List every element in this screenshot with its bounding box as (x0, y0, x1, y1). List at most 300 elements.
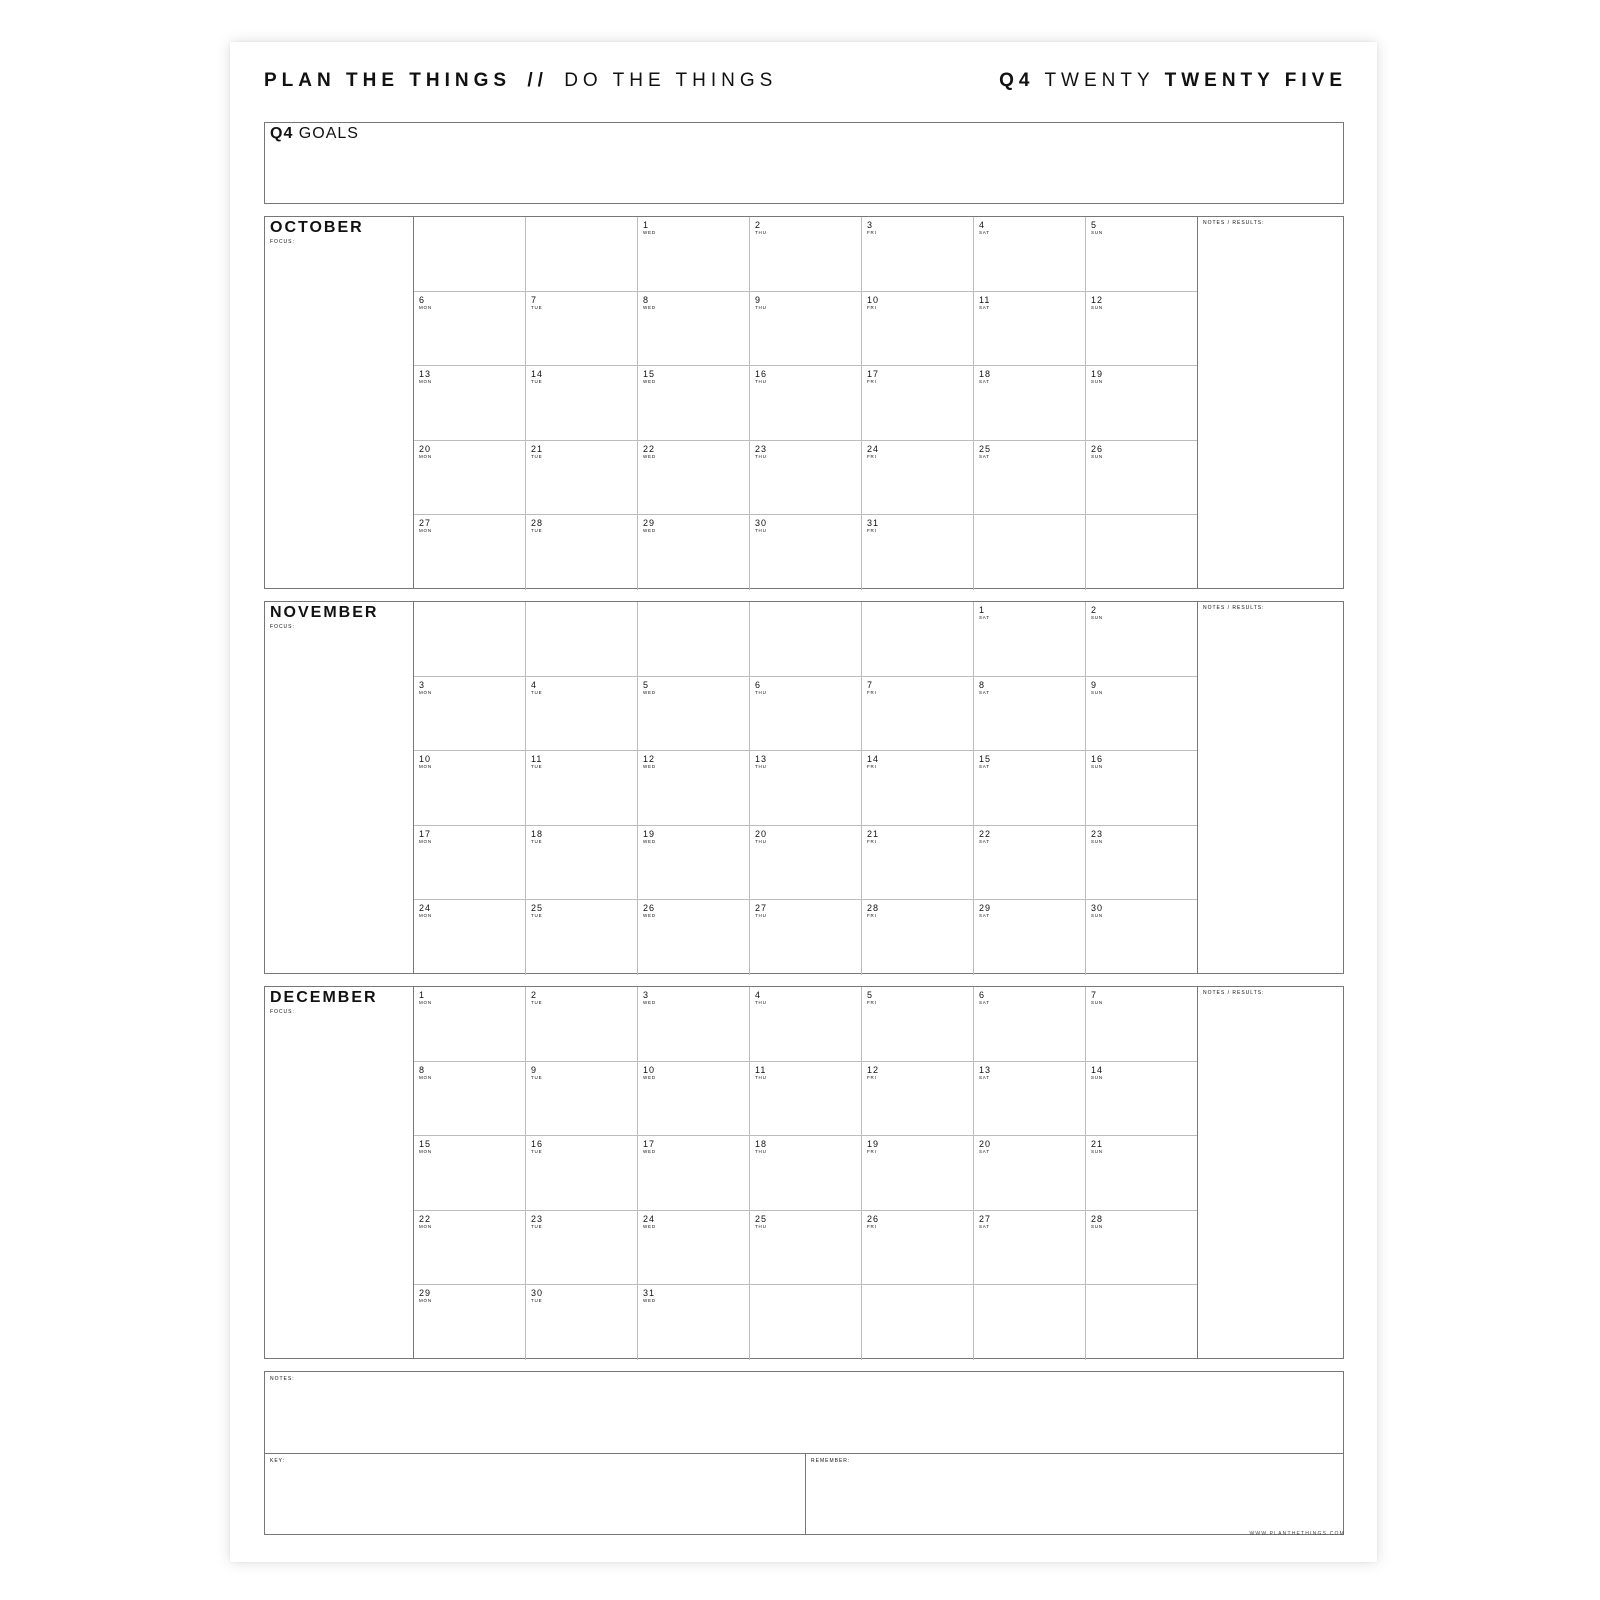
day-number: 13 (979, 1064, 992, 1075)
day-cell[interactable] (862, 900, 974, 975)
day-number: 20 (979, 1139, 992, 1150)
remember-area[interactable] (806, 1454, 1344, 1536)
weekday-label: THU (755, 1000, 767, 1005)
day-number: 11 (979, 294, 991, 305)
weekday-label: FRI (867, 913, 877, 919)
day-number: 19 (643, 828, 656, 839)
day-number: 3 (419, 679, 426, 690)
day-number: 15 (643, 369, 656, 380)
weekday-label: FRI (867, 689, 877, 695)
day-cell[interactable] (974, 602, 1086, 677)
day-cell[interactable] (750, 677, 862, 752)
day-cell[interactable] (862, 1211, 974, 1286)
empty-day-cell (526, 217, 638, 292)
weekday-label: THU (755, 689, 767, 695)
day-cell[interactable] (526, 1062, 638, 1137)
day-number: 12 (1091, 294, 1104, 305)
weekday-label: FRI (867, 379, 877, 385)
day-number: 18 (979, 369, 992, 380)
day-number: 4 (979, 220, 986, 230)
day-cell[interactable] (638, 366, 750, 441)
weekday-label: MON (419, 764, 432, 770)
day-number: 1 (643, 220, 650, 230)
day-number: 20 (755, 828, 768, 839)
weekday-label: TUE (531, 1223, 543, 1229)
weekday-label: TUE (531, 1298, 543, 1304)
day-number: 8 (419, 1064, 426, 1075)
day-cell[interactable] (974, 1062, 1086, 1137)
day-cell[interactable] (414, 1211, 526, 1286)
day-cell[interactable] (526, 441, 638, 516)
weekday-label: MON (419, 379, 432, 385)
header-year-bold: TWENTY FIVE (1164, 70, 1347, 91)
day-cell[interactable] (526, 292, 638, 367)
weekday-label: MON (419, 689, 432, 695)
day-number: 5 (867, 990, 874, 1000)
day-number: 9 (1091, 679, 1098, 690)
day-cell[interactable] (1086, 677, 1198, 752)
weekday-label: WED (643, 230, 656, 235)
day-number: 18 (755, 1139, 768, 1150)
weekday-label: SAT (979, 838, 990, 844)
day-number: 30 (531, 1288, 544, 1299)
day-cell[interactable] (974, 677, 1086, 752)
month-name: DECEMBER (270, 989, 378, 1006)
day-cell[interactable] (862, 751, 974, 826)
weekday-label: THU (755, 528, 767, 534)
day-cell[interactable] (638, 900, 750, 975)
empty-day-cell (862, 602, 974, 677)
day-number: 15 (979, 754, 992, 765)
weekday-label: SUN (1091, 615, 1103, 620)
day-number: 1 (419, 990, 426, 1000)
weekday-label: TUE (531, 304, 543, 310)
day-number: 13 (755, 754, 768, 765)
day-cell[interactable] (526, 751, 638, 826)
day-cell[interactable] (750, 900, 862, 975)
day-number: 28 (1091, 1213, 1104, 1224)
day-number: 21 (1091, 1139, 1104, 1150)
day-number: 4 (531, 679, 538, 690)
empty-day-cell (750, 602, 862, 677)
day-cell[interactable] (1086, 1062, 1198, 1137)
day-number: 5 (1091, 220, 1098, 230)
day-number: 24 (419, 903, 432, 914)
day-number: 14 (867, 754, 880, 765)
key-label: KEY: (270, 1458, 286, 1464)
empty-day-cell (750, 1285, 862, 1360)
weekday-label: FRI (867, 304, 877, 310)
weekday-label: THU (755, 913, 767, 919)
weekday-label: SUN (1091, 453, 1103, 459)
day-number: 22 (419, 1213, 432, 1224)
day-number: 29 (979, 903, 992, 914)
weekday-label: TUE (531, 528, 543, 534)
day-number: 26 (867, 1213, 880, 1224)
day-cell[interactable] (750, 987, 862, 1062)
day-number: 26 (1091, 443, 1104, 454)
day-number: 15 (419, 1139, 432, 1150)
day-cell[interactable] (862, 515, 974, 590)
day-cell[interactable] (414, 677, 526, 752)
header-quarter-title (999, 70, 1347, 92)
weekday-label: WED (643, 1074, 656, 1080)
day-number: 22 (643, 443, 656, 454)
day-cell[interactable] (414, 441, 526, 516)
day-cell[interactable] (638, 515, 750, 590)
weekday-label: SAT (979, 1074, 990, 1080)
day-number: 16 (1091, 754, 1104, 765)
day-number: 10 (867, 294, 880, 305)
weekday-label: SUN (1091, 230, 1103, 235)
day-number: 4 (755, 990, 762, 1000)
header-quarter: Q4 (999, 70, 1035, 91)
weekday-label: SAT (979, 764, 990, 770)
day-number: 17 (643, 1139, 656, 1150)
day-cell[interactable] (974, 217, 1086, 292)
weekday-label: THU (755, 230, 767, 235)
day-number: 3 (643, 990, 650, 1000)
day-cell[interactable] (862, 677, 974, 752)
day-cell[interactable] (974, 751, 1086, 826)
day-cell[interactable] (414, 515, 526, 590)
notes-results-label: NOTES / RESULTS: (1203, 605, 1265, 611)
weekday-label: SUN (1091, 689, 1103, 695)
weekday-label: WED (643, 528, 656, 534)
month-name: OCTOBER (270, 219, 364, 236)
weekday-label: SAT (979, 453, 990, 459)
focus-label: FOCUS: (270, 239, 295, 245)
weekday-label: TUE (531, 838, 543, 844)
weekday-label: THU (755, 838, 767, 844)
day-cell[interactable] (414, 1285, 526, 1360)
day-cell[interactable] (414, 1062, 526, 1137)
day-number: 2 (755, 220, 762, 230)
month-block (264, 986, 1344, 1359)
day-number: 25 (979, 443, 992, 454)
day-number: 8 (979, 679, 986, 690)
day-cell[interactable] (638, 987, 750, 1062)
day-number: 17 (419, 828, 432, 839)
day-cell[interactable] (638, 1285, 750, 1360)
empty-day-cell (862, 1285, 974, 1360)
weekday-label: WED (643, 913, 656, 919)
day-cell[interactable] (526, 1285, 638, 1360)
day-number: 11 (531, 754, 543, 765)
day-number: 10 (419, 754, 432, 765)
footer-url: WWW.PLANTHETHINGS.COM (1249, 1531, 1345, 1537)
day-grid (413, 987, 1198, 1358)
day-number: 11 (755, 1064, 767, 1075)
notes-results-label: NOTES / RESULTS: (1203, 990, 1265, 996)
day-cell[interactable] (526, 900, 638, 975)
day-number: 3 (867, 220, 874, 230)
header-year-light: TWENTY (1044, 70, 1155, 91)
weekday-label: FRI (867, 1000, 877, 1005)
weekday-label: THU (755, 764, 767, 770)
day-cell[interactable] (638, 1211, 750, 1286)
day-number: 13 (419, 369, 432, 380)
day-cell[interactable] (414, 292, 526, 367)
weekday-label: SAT (979, 304, 990, 310)
day-cell[interactable] (638, 751, 750, 826)
day-cell[interactable] (862, 217, 974, 292)
day-cell[interactable] (526, 987, 638, 1062)
day-cell[interactable] (414, 751, 526, 826)
day-number: 1 (979, 605, 986, 615)
day-cell[interactable] (750, 826, 862, 901)
bottom-notes-box (264, 1371, 1344, 1535)
weekday-label: SUN (1091, 379, 1103, 385)
day-number: 17 (867, 369, 880, 380)
header-plan-text: PLAN THE THINGS (264, 70, 512, 91)
weekday-label: TUE (531, 1149, 543, 1155)
weekday-label: TUE (531, 689, 543, 695)
day-number: 30 (755, 518, 768, 529)
day-cell[interactable] (414, 366, 526, 441)
empty-day-cell (414, 602, 526, 677)
weekday-label: WED (643, 689, 656, 695)
day-cell[interactable] (750, 217, 862, 292)
weekday-label: WED (643, 453, 656, 459)
day-number: 22 (979, 828, 992, 839)
weekday-label: SAT (979, 1223, 990, 1229)
goals-quarter: Q4 (270, 125, 294, 142)
month-block (264, 601, 1344, 974)
day-number: 25 (531, 903, 544, 914)
day-cell[interactable] (974, 292, 1086, 367)
day-cell[interactable] (750, 1136, 862, 1211)
day-cell[interactable] (1086, 987, 1198, 1062)
day-number: 10 (643, 1064, 656, 1075)
weekday-label: WED (643, 838, 656, 844)
day-number: 8 (643, 294, 650, 305)
weekday-label: TUE (531, 379, 543, 385)
day-number: 7 (531, 294, 538, 305)
weekday-label: WED (643, 304, 656, 310)
empty-day-cell (526, 602, 638, 677)
day-cell[interactable] (750, 366, 862, 441)
weekday-label: SUN (1091, 913, 1103, 919)
weekday-label: MON (419, 1298, 432, 1304)
weekday-label: TUE (531, 453, 543, 459)
day-number: 31 (643, 1288, 656, 1299)
day-cell[interactable] (526, 366, 638, 441)
day-number: 16 (531, 1139, 544, 1150)
day-cell[interactable] (750, 515, 862, 590)
day-cell[interactable] (974, 826, 1086, 901)
weekday-label: FRI (867, 1074, 877, 1080)
weekday-label: SUN (1091, 838, 1103, 844)
weekday-label: SUN (1091, 1000, 1103, 1005)
weekday-label: MON (419, 1074, 432, 1080)
header-separator: // (527, 70, 548, 91)
day-cell[interactable] (862, 1136, 974, 1211)
weekday-label: SAT (979, 1000, 990, 1005)
day-number: 31 (867, 518, 880, 529)
day-number: 21 (531, 443, 544, 454)
day-number: 20 (419, 443, 432, 454)
weekday-label: MON (419, 304, 432, 310)
day-cell[interactable] (750, 751, 862, 826)
day-cell[interactable] (1086, 441, 1198, 516)
key-area[interactable] (265, 1454, 805, 1536)
empty-day-cell (1086, 515, 1198, 590)
day-number: 16 (755, 369, 768, 380)
day-cell[interactable] (862, 987, 974, 1062)
day-cell[interactable] (638, 677, 750, 752)
day-cell[interactable] (750, 441, 862, 516)
day-cell[interactable] (526, 677, 638, 752)
day-cell[interactable] (414, 1136, 526, 1211)
day-cell[interactable] (1086, 366, 1198, 441)
day-cell[interactable] (862, 441, 974, 516)
day-cell[interactable] (974, 900, 1086, 975)
day-number: 27 (419, 518, 432, 529)
goals-label: GOALS (298, 125, 359, 142)
day-cell[interactable] (1086, 1136, 1198, 1211)
notes-label: NOTES: (270, 1376, 295, 1382)
day-number: 25 (755, 1213, 768, 1224)
weekday-label: WED (643, 764, 656, 770)
weekday-label: WED (643, 1000, 656, 1005)
empty-day-cell (974, 1285, 1086, 1360)
weekday-label: MON (419, 838, 432, 844)
weekday-label: TUE (531, 913, 543, 919)
day-cell[interactable] (862, 826, 974, 901)
notes-results-column[interactable] (1197, 217, 1343, 588)
weekday-label: SAT (979, 1149, 990, 1155)
day-number: 5 (643, 679, 650, 690)
day-number: 27 (979, 1213, 992, 1224)
weekday-label: WED (643, 1149, 656, 1155)
day-number: 28 (531, 518, 544, 529)
day-cell[interactable] (1086, 602, 1198, 677)
day-number: 14 (1091, 1064, 1104, 1075)
goals-box[interactable] (264, 122, 1344, 204)
day-number: 7 (867, 679, 874, 690)
day-cell[interactable] (638, 826, 750, 901)
day-number: 26 (643, 903, 656, 914)
day-cell[interactable] (638, 1062, 750, 1137)
weekday-label: FRI (867, 528, 877, 534)
day-cell[interactable] (526, 515, 638, 590)
weekday-label: WED (643, 1223, 656, 1229)
weekday-label: MON (419, 528, 432, 534)
day-number: 2 (531, 990, 538, 1000)
day-cell[interactable] (1086, 292, 1198, 367)
weekday-label: SAT (979, 379, 990, 385)
day-number: 29 (643, 518, 656, 529)
focus-label: FOCUS: (270, 1009, 295, 1015)
day-cell[interactable] (750, 292, 862, 367)
day-cell[interactable] (526, 1211, 638, 1286)
day-cell[interactable] (414, 987, 526, 1062)
weekday-label: TUE (531, 1000, 543, 1005)
day-cell[interactable] (862, 292, 974, 367)
day-cell[interactable] (526, 1136, 638, 1211)
day-cell[interactable] (414, 826, 526, 901)
weekday-label: FRI (867, 764, 877, 770)
weekday-label: SUN (1091, 1074, 1103, 1080)
weekday-label: THU (755, 453, 767, 459)
day-number: 23 (755, 443, 768, 454)
weekday-label: THU (755, 379, 767, 385)
day-number: 19 (867, 1139, 880, 1150)
day-cell[interactable] (750, 1211, 862, 1286)
weekday-label: MON (419, 913, 432, 919)
day-cell[interactable] (862, 366, 974, 441)
remember-label: REMEMBER: (811, 1458, 851, 1464)
day-number: 14 (531, 369, 544, 380)
day-number: 7 (1091, 990, 1098, 1000)
weekday-label: THU (755, 1074, 767, 1080)
day-number: 23 (1091, 828, 1104, 839)
weekday-label: FRI (867, 1223, 877, 1229)
empty-day-cell (974, 515, 1086, 590)
day-cell[interactable] (1086, 217, 1198, 292)
weekday-label: SAT (979, 689, 990, 695)
weekday-label: WED (643, 1298, 656, 1304)
day-grid (413, 602, 1198, 973)
day-cell[interactable] (1086, 1211, 1198, 1286)
day-number: 28 (867, 903, 880, 914)
day-cell[interactable] (638, 1136, 750, 1211)
day-number: 24 (643, 1213, 656, 1224)
day-cell[interactable] (974, 1136, 1086, 1211)
weekday-label: THU (755, 304, 767, 310)
day-cell[interactable] (1086, 826, 1198, 901)
day-cell[interactable] (526, 826, 638, 901)
day-number: 12 (867, 1064, 880, 1075)
weekday-label: FRI (867, 838, 877, 844)
weekday-label: SUN (1091, 304, 1103, 310)
notes-results-column[interactable] (1197, 987, 1343, 1358)
day-cell[interactable] (974, 987, 1086, 1062)
header-do-text: DO THE THINGS (564, 70, 778, 91)
day-cell[interactable] (1086, 751, 1198, 826)
day-cell[interactable] (638, 217, 750, 292)
weekday-label: THU (755, 1149, 767, 1155)
day-cell[interactable] (862, 1062, 974, 1137)
day-cell[interactable] (974, 1211, 1086, 1286)
day-number: 21 (867, 828, 880, 839)
day-cell[interactable] (414, 900, 526, 975)
day-cell[interactable] (974, 441, 1086, 516)
weekday-label: SAT (979, 230, 990, 235)
empty-day-cell (638, 602, 750, 677)
day-number: 6 (979, 990, 986, 1000)
day-cell[interactable] (1086, 900, 1198, 975)
empty-day-cell (414, 217, 526, 292)
day-cell[interactable] (638, 441, 750, 516)
notes-results-column[interactable] (1197, 602, 1343, 973)
weekday-label: THU (755, 1223, 767, 1229)
weekday-label: TUE (531, 1074, 543, 1080)
day-cell[interactable] (638, 292, 750, 367)
weekday-label: SAT (979, 615, 990, 620)
weekday-label: FRI (867, 230, 877, 235)
day-grid (413, 217, 1198, 588)
weekday-label: FRI (867, 453, 877, 459)
day-cell[interactable] (974, 366, 1086, 441)
day-number: 30 (1091, 903, 1104, 914)
day-cell[interactable] (750, 1062, 862, 1137)
weekday-label: SUN (1091, 764, 1103, 770)
weekday-label: MON (419, 1000, 432, 1005)
empty-day-cell (1086, 1285, 1198, 1360)
day-number: 12 (643, 754, 656, 765)
